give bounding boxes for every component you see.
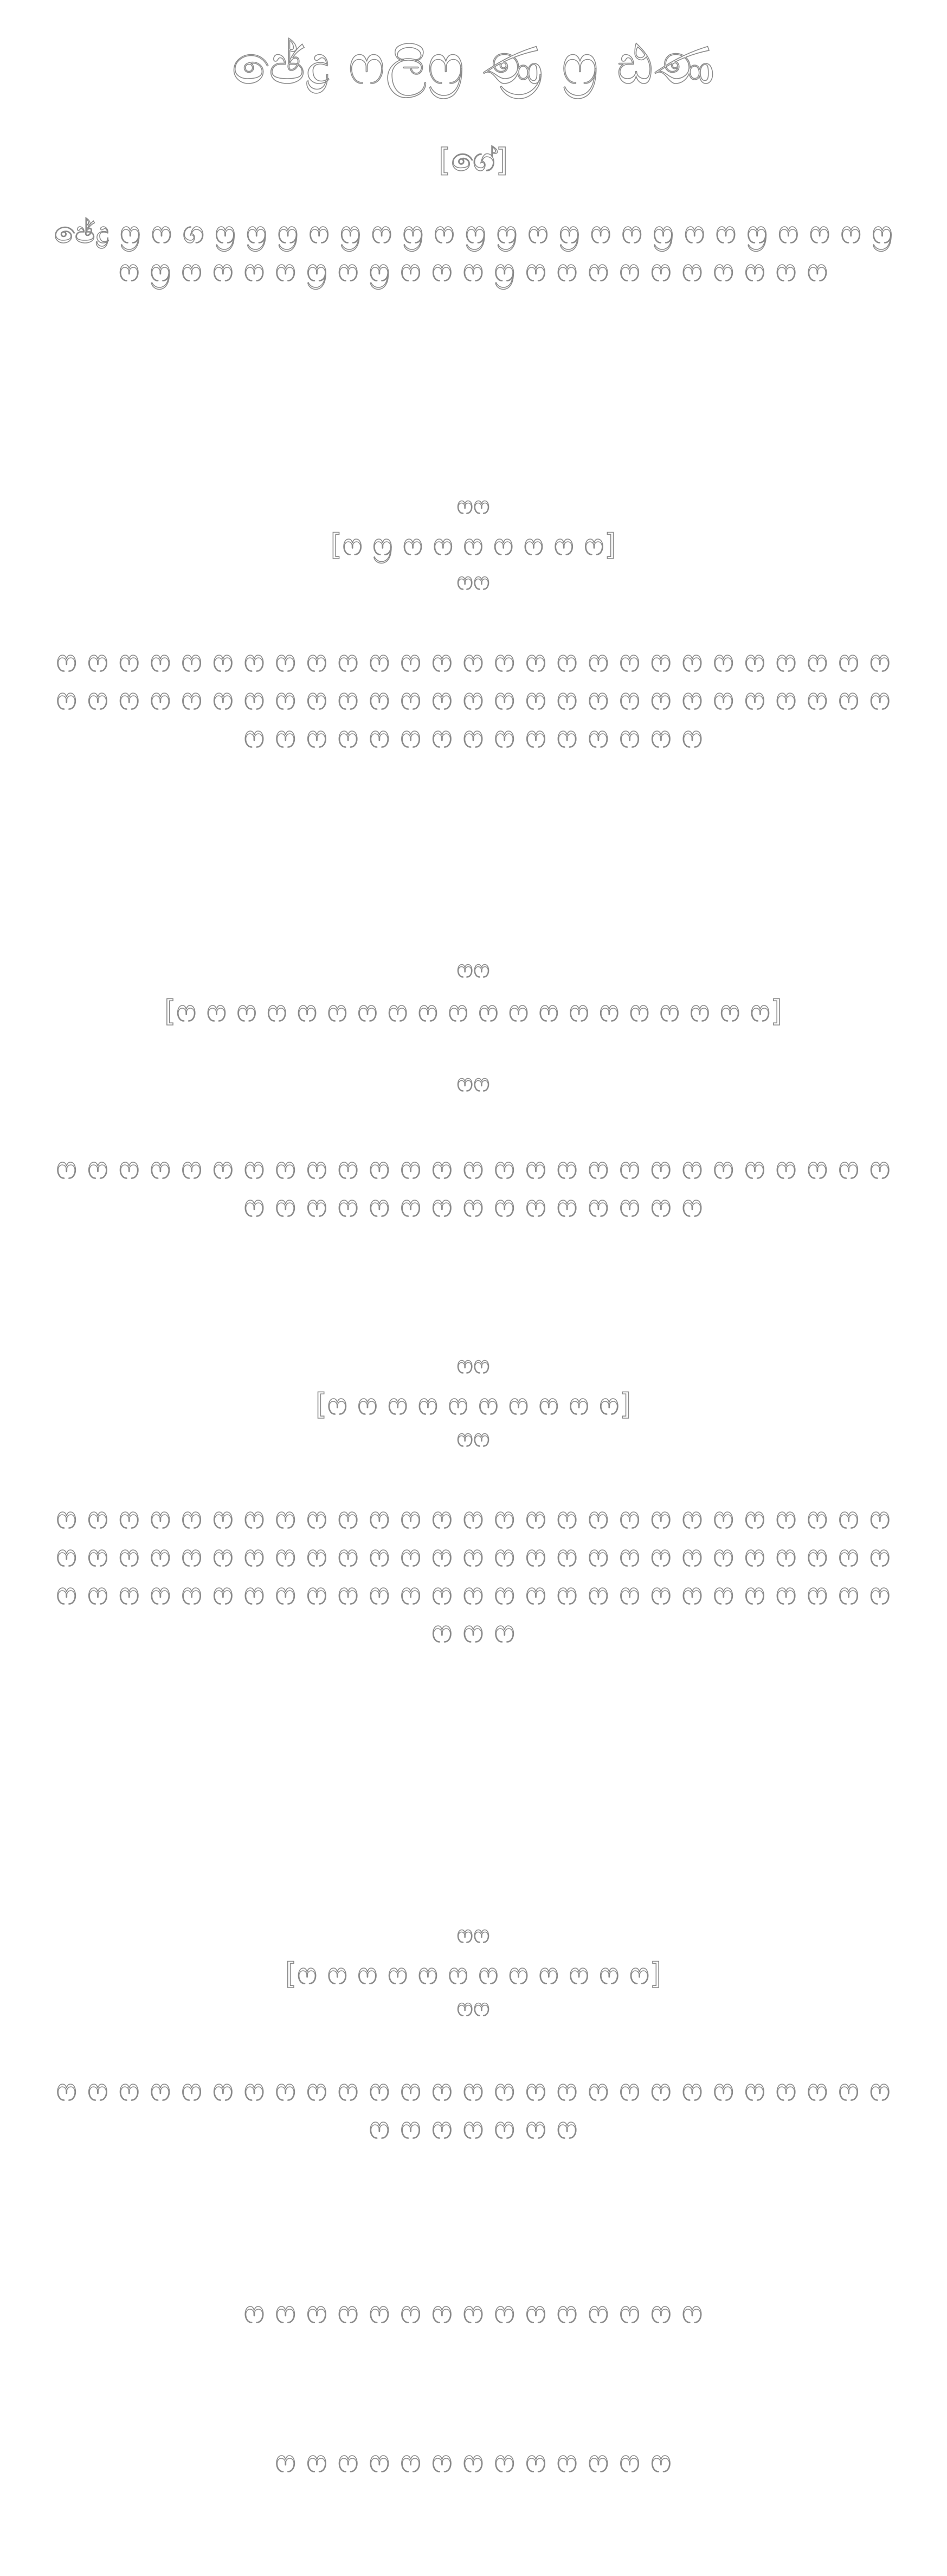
paragraph-3: ෆ ෆ ෆ ෆ ෆ ෆ ෆ ෆ ෆ ෆ ෆ ෆ ෆ ෆ ෆ ෆ ෆ ෆ ෆ ෆ ෆ ෆ ෆ ෆ ෆ ෆ ෆ ෆ ෆ ෆ ෆ ෆ ෆ ෆ ෆ ෆ ෆ ෆ ෆ ෆ ෆ ෆ	[56, 1151, 891, 1224]
paragraph-2: ෆ ෆ ෆ ෆ ෆ ෆ ෆ ෆ ෆ ෆ ෆ ෆ ෆ ෆ ෆ ෆ ෆ ෆ ෆ ෆ ෆ ෆ ෆ ෆ ෆ ෆ ෆ ෆ ෆ ෆ ෆ ෆ ෆ ෆ ෆ ෆ ෆ ෆ ෆ ෆ ෆ ෆ ෆ ෆ ෆ ෆ ෆ ෆ ෆ ෆ ෆ ෆ ෆ ෆ ෆ ෆ ෆ ෆ ෆ ෆ ෆ ෆ ෆ ෆ ෆ ෆ ෆ ෆ ෆ	[56, 644, 891, 755]
quote-1: [ෆ ෆ්‍ර ෆ ෆ ෆ ෆ ෆ ෆ ෆ]	[330, 528, 617, 562]
separator-3b: ෆෆ	[456, 1425, 491, 1452]
separator-3a: ෆෆ	[456, 1351, 491, 1379]
separator-4a: ෆෆ	[456, 1921, 491, 1949]
separator-1a: ෆෆ	[456, 492, 491, 520]
paragraph-6: ෆ ෆ ෆ ෆ ෆ ෆ ෆ ෆ ෆ ෆ ෆ ෆ ෆ ෆ ෆ	[244, 2295, 703, 2330]
quote-3: [ෆ ෆ ෆ ෆ ෆ ෆ ෆ ෆ ෆ ෆ]	[315, 1387, 632, 1421]
separator-1b: ෆෆ	[456, 568, 491, 595]
document-subtitle: [ගේ]	[438, 142, 509, 178]
paragraph-4: ෆ ෆ ෆ ෆ ෆ ෆ ෆ ෆ ෆ ෆ ෆ ෆ ෆ ෆ ෆ ෆ ෆ ෆ ෆ ෆ ෆ ෆ ෆ ෆ ෆ ෆ ෆ ෆ ෆ ෆ ෆ ෆ ෆ ෆ ෆ ෆ ෆ ෆ ෆ ෆ ෆ ෆ ෆ ෆ ෆ ෆ ෆ ෆ ෆ ෆ ෆ ෆ ෆ ෆ ෆ ෆ ෆ ෆ ෆ ෆ ෆ ෆ ෆ ෆ ෆ ෆ ෆ ෆ ෆ ෆ ෆ ෆ ෆ ෆ ෆ ෆ ෆ ෆ ෆ ෆ ෆ ෆ ෆ ෆ	[56, 1501, 891, 1650]
paragraph-7: ෆ ෆ ෆ ෆ ෆ ෆ ෆ ෆ ෆ ෆ ෆ ෆ ෆ	[275, 2444, 672, 2479]
paragraph-5: ෆ ෆ ෆ ෆ ෆ ෆ ෆ ෆ ෆ ෆ ෆ ෆ ෆ ෆ ෆ ෆ ෆ ෆ ෆ ෆ ෆ ෆ ෆ ෆ ෆ ෆ ෆ ෆ ෆ ෆ ෆ ෆ ෆ ෆ	[56, 2073, 891, 2146]
separator-4b: ෆෆ	[456, 1994, 491, 2022]
paragraph-1: ඡේද්‍ර ෆ්‍ර ෆ ග ෆ්‍ර ෆ්‍ර ෆ්‍ර ෆ ෆ්‍ර ෆ ෆ්‍ර ෆ ෆ්‍ර ෆ්‍ර ෆ ෆ්‍ර ෆ ෆ ෆ්‍ර ෆ ෆ ෆ්‍ර ෆ ෆ ෆ ෆ්‍ර ෆ ෆ්‍ර ෆ ෆ ෆ ෆ ෆ්‍ර ෆ ෆ්‍ර ෆ ෆ ෆ ෆ්‍ර ෆ ෆ ෆ ෆ ෆ ෆ ෆ ෆ ෆ ෆ	[54, 215, 893, 289]
separator-2b: ෆෆ	[456, 1069, 491, 1097]
separator-2a: ෆෆ	[456, 956, 491, 983]
document-title: ඡේද්‍ර ෆලි‍ෆ්‍ර ණ්‍ර ෆ්‍ර ඪ‍ණ	[231, 33, 716, 97]
quote-2: [ෆ ෆ ෆ ෆ ෆ ෆ ෆ ෆ ෆ ෆ ෆ ෆ ෆ ෆ ෆ ෆ ෆ ෆ ෆ ෆ]	[164, 994, 783, 1028]
quote-4: [ෆ ෆ ෆ ෆ ෆ ෆ ෆ ෆ ෆ ෆ ෆ ෆ]	[285, 1957, 662, 1991]
